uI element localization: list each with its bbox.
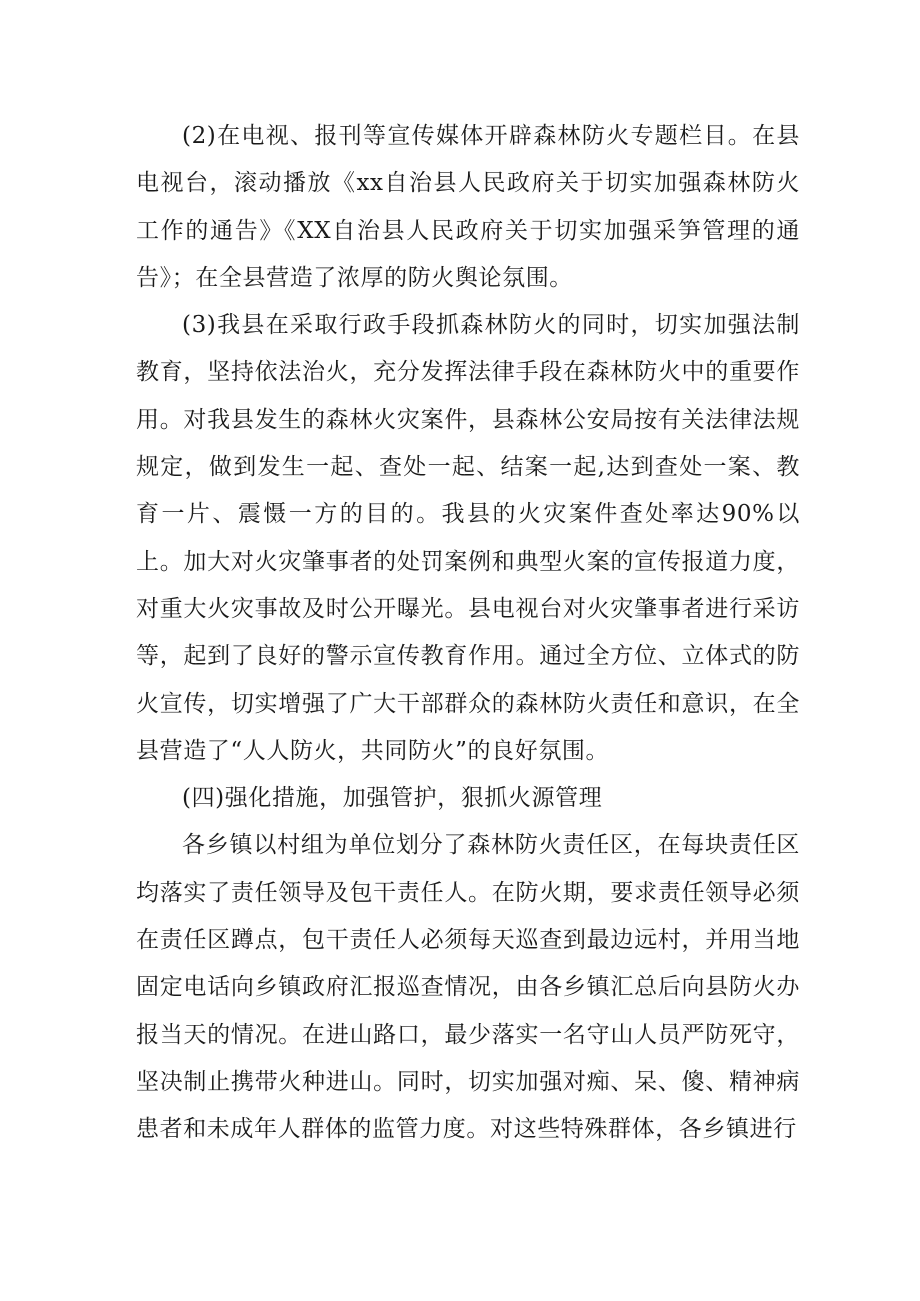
paragraph-item-3: (3)我县在采取行政手段抓森林防火的同时，切实加强法制教育，坚持依法治火，充分发挥法律手段在森林防火中的重要作用。对我县发生的森林火灾案件，县森林公安局按有关法律法规规定，做到发生一起、查处一起、结案一起,达到查处一案、教育一片、震慑一方的目的。我县的火灾案件查处率达90%以上。加大对火灾肇事者的处罚案例和典型火案的宣传报道力度，对重大火灾事故及时公开曝光。县电视台对火灾肇事者进行采访等，起到了良好的警示宣传教育作用。通过全方位、立体式的防火宣传，切实增强了广大干部群众的森林防火责任和意识，在全县营造了“人人防火，共同防火”的良好氛围。 <box>136 312 800 764</box>
paragraph-fire-source-management: 各乡镇以村组为单位划分了森林防火责任区，在每块责任区均落实了责任领导及包干责任人。在防火期，要求责任领导必须在责任区蹲点，包干责任人必须每天巡查到最边远村，并用当地固定电话向乡镇政府汇报巡查情况，由各乡镇汇总后向县防火办报当天的情况。在进山路口，最少落实一名守山人员严防死守，坚决制止携带火种进山。同时，切实加强对痴、呆、傻、精神病患者和未成年人群体的监管力度。对这些特殊群体，各乡镇进行 <box>136 832 800 1143</box>
paragraph-item-2: (2)在电视、报刊等宣传媒体开辟森林防火专题栏目。在县电视台，滚动播放《xx自治县人民政府关于切实加强森林防火工作的通告》《XX自治县人民政府关于切实加强采笋管理的通告》；在全县营造了浓厚的防火舆论氛围。 <box>136 123 800 291</box>
section-heading-4: (四)强化措施，加强管护，狠抓火源管理 <box>182 785 603 812</box>
document-body <box>136 113 800 1154</box>
